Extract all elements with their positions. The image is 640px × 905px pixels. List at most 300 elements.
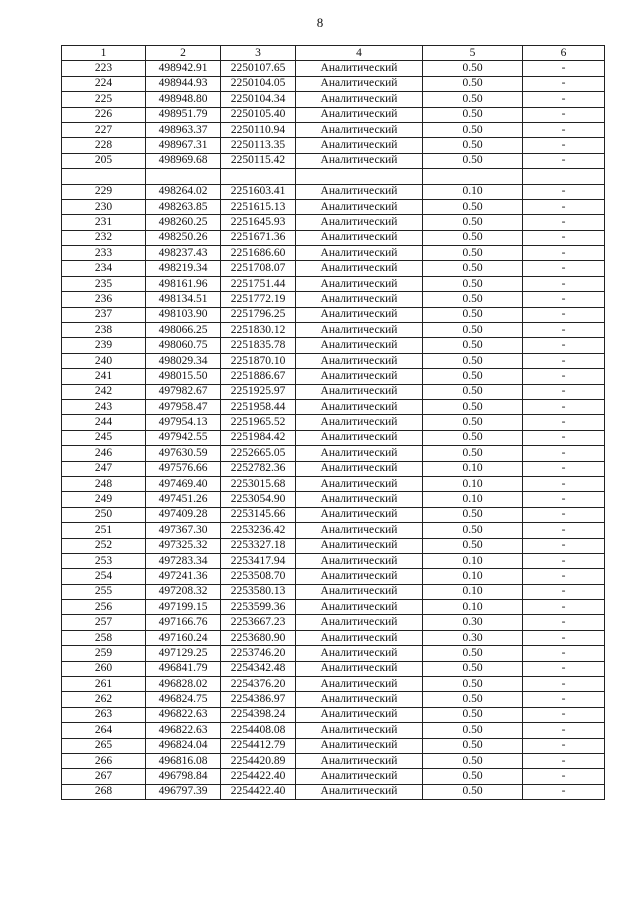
- cell-x-coordinate: 498060.75: [146, 338, 221, 353]
- table-row: [62, 646, 605, 661]
- cell-x-coordinate: 497325.32: [146, 538, 221, 553]
- cell-accuracy: 0.50: [423, 723, 523, 738]
- cell-y-coordinate: 2251984.42: [221, 430, 296, 445]
- cell-y-coordinate: 2254408.08: [221, 723, 296, 738]
- cell-y-coordinate: 2251925.97: [221, 384, 296, 399]
- table-row: [62, 615, 605, 630]
- cell-x-coordinate: 498944.93: [146, 76, 221, 91]
- cell-accuracy: 0.10: [423, 492, 523, 507]
- table-row: [62, 461, 605, 476]
- cell-point-number: 256: [62, 600, 146, 615]
- cell-method: Аналитический: [296, 61, 423, 76]
- cell-method: Аналитический: [296, 138, 423, 153]
- cell-point-number: 224: [62, 76, 146, 91]
- cell-accuracy: 0.50: [423, 261, 523, 276]
- cell-y-coordinate: 2253417.94: [221, 553, 296, 568]
- cell-accuracy: 0.10: [423, 461, 523, 476]
- cell-point-number: 247: [62, 461, 146, 476]
- cell-method: Аналитический: [296, 707, 423, 722]
- cell-y-coordinate: [221, 169, 296, 184]
- cell-accuracy: 0.50: [423, 384, 523, 399]
- cell-point-number: 263: [62, 707, 146, 722]
- cell-y-coordinate: 2253580.13: [221, 584, 296, 599]
- cell-y-coordinate: 2251870.10: [221, 353, 296, 368]
- cell-accuracy: 0.50: [423, 677, 523, 692]
- column-header-1: 1: [62, 46, 146, 61]
- cell-y-coordinate: 2250107.65: [221, 61, 296, 76]
- cell-accuracy: 0.10: [423, 553, 523, 568]
- cell-point-number: 258: [62, 630, 146, 645]
- cell-note: -: [523, 184, 605, 199]
- column-header-5: 5: [423, 46, 523, 61]
- cell-point-number: 241: [62, 369, 146, 384]
- cell-accuracy: 0.50: [423, 707, 523, 722]
- cell-x-coordinate: 498969.68: [146, 153, 221, 168]
- page-number: 8: [316, 15, 324, 30]
- cell-y-coordinate: 2251886.67: [221, 369, 296, 384]
- cell-method: Аналитический: [296, 692, 423, 707]
- cell-accuracy: 0.50: [423, 215, 523, 230]
- cell-accuracy: 0.50: [423, 138, 523, 153]
- cell-point-number: 228: [62, 138, 146, 153]
- cell-point-number: 233: [62, 246, 146, 261]
- cell-x-coordinate: 497958.47: [146, 399, 221, 414]
- cell-method: Аналитический: [296, 553, 423, 568]
- cell-note: -: [523, 630, 605, 645]
- cell-note: -: [523, 553, 605, 568]
- cell-method: Аналитический: [296, 492, 423, 507]
- cell-accuracy: 0.50: [423, 61, 523, 76]
- table-row: [62, 184, 605, 199]
- cell-note: -: [523, 384, 605, 399]
- cell-y-coordinate: 2253054.90: [221, 492, 296, 507]
- cell-method: Аналитический: [296, 76, 423, 91]
- cell-x-coordinate: 497576.66: [146, 461, 221, 476]
- cell-point-number: 266: [62, 753, 146, 768]
- cell-method: Аналитический: [296, 122, 423, 137]
- cell-method: Аналитический: [296, 399, 423, 414]
- cell-y-coordinate: 2253327.18: [221, 538, 296, 553]
- cell-accuracy: 0.50: [423, 276, 523, 291]
- table-row: [62, 215, 605, 230]
- table-row: [62, 338, 605, 353]
- cell-method: Аналитический: [296, 569, 423, 584]
- cell-x-coordinate: 497942.55: [146, 430, 221, 445]
- cell-x-coordinate: 497283.34: [146, 553, 221, 568]
- cell-accuracy: 0.50: [423, 692, 523, 707]
- cell-x-coordinate: 497630.59: [146, 446, 221, 461]
- cell-method: Аналитический: [296, 184, 423, 199]
- table-row: [62, 723, 605, 738]
- column-header-2: 2: [146, 46, 221, 61]
- table-row: [62, 261, 605, 276]
- cell-y-coordinate: 2253236.42: [221, 523, 296, 538]
- cell-y-coordinate: 2253746.20: [221, 646, 296, 661]
- cell-x-coordinate: 498263.85: [146, 199, 221, 214]
- cell-note: -: [523, 399, 605, 414]
- cell-x-coordinate: 498161.96: [146, 276, 221, 291]
- table-row: [62, 292, 605, 307]
- cell-note: -: [523, 461, 605, 476]
- cell-note: -: [523, 307, 605, 322]
- cell-note: -: [523, 784, 605, 799]
- cell-note: -: [523, 292, 605, 307]
- column-header-6: 6: [523, 46, 605, 61]
- cell-y-coordinate: 2254342.48: [221, 661, 296, 676]
- table-row: [62, 661, 605, 676]
- cell-point-number: 246: [62, 446, 146, 461]
- cell-method: Аналитический: [296, 461, 423, 476]
- cell-method: Аналитический: [296, 723, 423, 738]
- cell-point-number: 235: [62, 276, 146, 291]
- cell-note: -: [523, 707, 605, 722]
- cell-accuracy: 0.50: [423, 784, 523, 799]
- cell-point-number: 268: [62, 784, 146, 799]
- cell-point-number: 267: [62, 769, 146, 784]
- cell-method: Аналитический: [296, 476, 423, 491]
- table-row: [62, 784, 605, 799]
- cell-accuracy: 0.50: [423, 323, 523, 338]
- table-row: [62, 107, 605, 122]
- table-row: [62, 276, 605, 291]
- cell-y-coordinate: 2250115.42: [221, 153, 296, 168]
- cell-x-coordinate: 498250.26: [146, 230, 221, 245]
- cell-point-number: 259: [62, 646, 146, 661]
- cell-point-number: 234: [62, 261, 146, 276]
- cell-x-coordinate: 496828.02: [146, 677, 221, 692]
- table-row: [62, 199, 605, 214]
- cell-x-coordinate: 496797.39: [146, 784, 221, 799]
- cell-accuracy: 0.50: [423, 646, 523, 661]
- cell-x-coordinate: 498015.50: [146, 369, 221, 384]
- cell-point-number: 255: [62, 584, 146, 599]
- cell-x-coordinate: 498219.34: [146, 261, 221, 276]
- cell-accuracy: 0.50: [423, 446, 523, 461]
- cell-method: Аналитический: [296, 92, 423, 107]
- table-header-row: [62, 46, 605, 61]
- cell-point-number: 265: [62, 738, 146, 753]
- cell-note: -: [523, 246, 605, 261]
- table-row: [62, 769, 605, 784]
- cell-note: -: [523, 523, 605, 538]
- cell-x-coordinate: 498134.51: [146, 292, 221, 307]
- table-row: [62, 138, 605, 153]
- cell-point-number: 227: [62, 122, 146, 137]
- cell-y-coordinate: 2251603.41: [221, 184, 296, 199]
- cell-point-number: 262: [62, 692, 146, 707]
- cell-point-number: 238: [62, 323, 146, 338]
- column-header-3: 3: [221, 46, 296, 61]
- cell-method: Аналитический: [296, 538, 423, 553]
- cell-y-coordinate: 2254422.40: [221, 784, 296, 799]
- cell-method: Аналитический: [296, 353, 423, 368]
- cell-method: Аналитический: [296, 338, 423, 353]
- cell-method: Аналитический: [296, 107, 423, 122]
- cell-y-coordinate: 2253145.66: [221, 507, 296, 522]
- cell-accuracy: 0.50: [423, 430, 523, 445]
- cell-accuracy: 0.50: [423, 92, 523, 107]
- cell-method: Аналитический: [296, 753, 423, 768]
- cell-method: Аналитический: [296, 507, 423, 522]
- cell-x-coordinate: 498951.79: [146, 107, 221, 122]
- cell-accuracy: 0.50: [423, 153, 523, 168]
- table-row: [62, 153, 605, 168]
- cell-point-number: 231: [62, 215, 146, 230]
- cell-y-coordinate: 2254398.24: [221, 707, 296, 722]
- cell-point-number: 260: [62, 661, 146, 676]
- cell-point-number: 248: [62, 476, 146, 491]
- cell-y-coordinate: 2251772.19: [221, 292, 296, 307]
- cell-x-coordinate: 498260.25: [146, 215, 221, 230]
- cell-point-number: 236: [62, 292, 146, 307]
- cell-note: -: [523, 76, 605, 91]
- cell-point-number: 252: [62, 538, 146, 553]
- cell-x-coordinate: 496816.08: [146, 753, 221, 768]
- cell-note: -: [523, 646, 605, 661]
- coordinates-table: [61, 45, 605, 800]
- cell-note: -: [523, 600, 605, 615]
- cell-note: -: [523, 122, 605, 137]
- table-row: [62, 553, 605, 568]
- cell-accuracy: 0.30: [423, 630, 523, 645]
- table-row: [62, 307, 605, 322]
- cell-x-coordinate: 497451.26: [146, 492, 221, 507]
- cell-x-coordinate: 496822.63: [146, 707, 221, 722]
- cell-method: Аналитический: [296, 384, 423, 399]
- cell-accuracy: 0.50: [423, 369, 523, 384]
- cell-note: -: [523, 107, 605, 122]
- cell-accuracy: 0.50: [423, 769, 523, 784]
- column-header-4: 4: [296, 46, 423, 61]
- table-row: [62, 738, 605, 753]
- cell-x-coordinate: 496822.63: [146, 723, 221, 738]
- cell-accuracy: 0.10: [423, 584, 523, 599]
- cell-note: -: [523, 661, 605, 676]
- table-row: [62, 600, 605, 615]
- cell-note: -: [523, 92, 605, 107]
- cell-method: Аналитический: [296, 261, 423, 276]
- table-body: [62, 61, 605, 800]
- cell-y-coordinate: 2251965.52: [221, 415, 296, 430]
- cell-x-coordinate: 497160.24: [146, 630, 221, 645]
- cell-point-number: 249: [62, 492, 146, 507]
- cell-note: -: [523, 153, 605, 168]
- cell-y-coordinate: 2253680.90: [221, 630, 296, 645]
- cell-point-number: 225: [62, 92, 146, 107]
- cell-point-number: 261: [62, 677, 146, 692]
- cell-y-coordinate: 2253508.70: [221, 569, 296, 584]
- table-row: [62, 430, 605, 445]
- cell-note: -: [523, 61, 605, 76]
- cell-point-number: 253: [62, 553, 146, 568]
- cell-point-number: 245: [62, 430, 146, 445]
- cell-note: -: [523, 769, 605, 784]
- cell-method: Аналитический: [296, 615, 423, 630]
- cell-y-coordinate: 2251796.25: [221, 307, 296, 322]
- cell-accuracy: 0.50: [423, 338, 523, 353]
- cell-point-number: 223: [62, 61, 146, 76]
- cell-x-coordinate: 496824.75: [146, 692, 221, 707]
- cell-method: Аналитический: [296, 661, 423, 676]
- table-row: [62, 538, 605, 553]
- table-row: [62, 61, 605, 76]
- table-row: [62, 707, 605, 722]
- cell-accuracy: 0.50: [423, 753, 523, 768]
- cell-method: Аналитический: [296, 292, 423, 307]
- cell-point-number: 251: [62, 523, 146, 538]
- cell-x-coordinate: 498963.37: [146, 122, 221, 137]
- cell-x-coordinate: 498942.91: [146, 61, 221, 76]
- cell-x-coordinate: 497982.67: [146, 384, 221, 399]
- cell-accuracy: 0.30: [423, 615, 523, 630]
- cell-y-coordinate: 2251708.07: [221, 261, 296, 276]
- cell-note: -: [523, 692, 605, 707]
- cell-y-coordinate: 2253599.36: [221, 600, 296, 615]
- cell-note: -: [523, 276, 605, 291]
- table-row: [62, 677, 605, 692]
- cell-point-number: 230: [62, 199, 146, 214]
- cell-point-number: 237: [62, 307, 146, 322]
- cell-point-number: 205: [62, 153, 146, 168]
- cell-note: -: [523, 569, 605, 584]
- cell-accuracy: 0.50: [423, 661, 523, 676]
- cell-method: Аналитический: [296, 199, 423, 214]
- cell-method: Аналитический: [296, 677, 423, 692]
- cell-y-coordinate: 2250104.34: [221, 92, 296, 107]
- cell-accuracy: 0.50: [423, 523, 523, 538]
- cell-y-coordinate: 2251835.78: [221, 338, 296, 353]
- cell-x-coordinate: 498264.02: [146, 184, 221, 199]
- table-row: [62, 92, 605, 107]
- cell-accuracy: 0.50: [423, 246, 523, 261]
- cell-method: Аналитический: [296, 769, 423, 784]
- cell-y-coordinate: 2254376.20: [221, 677, 296, 692]
- cell-method: Аналитический: [296, 646, 423, 661]
- cell-note: -: [523, 753, 605, 768]
- table-row: [62, 584, 605, 599]
- table-row: [62, 569, 605, 584]
- cell-accuracy: 0.10: [423, 569, 523, 584]
- cell-accuracy: 0.50: [423, 399, 523, 414]
- cell-accuracy: 0.50: [423, 199, 523, 214]
- cell-y-coordinate: 2250113.35: [221, 138, 296, 153]
- cell-accuracy: 0.50: [423, 507, 523, 522]
- cell-accuracy: 0.50: [423, 292, 523, 307]
- cell-x-coordinate: 498066.25: [146, 323, 221, 338]
- table-row: [62, 492, 605, 507]
- cell-accuracy: [423, 169, 523, 184]
- table-row: [62, 415, 605, 430]
- table-row: [62, 476, 605, 491]
- cell-accuracy: 0.50: [423, 230, 523, 245]
- cell-note: -: [523, 446, 605, 461]
- cell-y-coordinate: 2254412.79: [221, 738, 296, 753]
- cell-point-number: 244: [62, 415, 146, 430]
- cell-note: -: [523, 677, 605, 692]
- cell-y-coordinate: 2253015.68: [221, 476, 296, 491]
- table-row: [62, 523, 605, 538]
- cell-y-coordinate: 2252782.36: [221, 461, 296, 476]
- cell-point-number: 232: [62, 230, 146, 245]
- cell-accuracy: 0.50: [423, 122, 523, 137]
- table-row: [62, 384, 605, 399]
- table-row: [62, 692, 605, 707]
- cell-method: Аналитический: [296, 369, 423, 384]
- table-row: [62, 399, 605, 414]
- cell-method: Аналитический: [296, 523, 423, 538]
- cell-accuracy: 0.50: [423, 415, 523, 430]
- cell-point-number: 226: [62, 107, 146, 122]
- cell-method: Аналитический: [296, 784, 423, 799]
- cell-note: -: [523, 492, 605, 507]
- cell-method: Аналитический: [296, 215, 423, 230]
- cell-y-coordinate: 2252665.05: [221, 446, 296, 461]
- cell-accuracy: 0.50: [423, 76, 523, 91]
- cell-note: -: [523, 584, 605, 599]
- table-row: [62, 753, 605, 768]
- cell-note: -: [523, 369, 605, 384]
- cell-point-number: 240: [62, 353, 146, 368]
- cell-method: Аналитический: [296, 246, 423, 261]
- cell-x-coordinate: 498948.80: [146, 92, 221, 107]
- cell-method: Аналитический: [296, 415, 423, 430]
- cell-note: -: [523, 538, 605, 553]
- cell-note: -: [523, 430, 605, 445]
- cell-y-coordinate: 2251958.44: [221, 399, 296, 414]
- cell-point-number: [62, 169, 146, 184]
- cell-note: -: [523, 476, 605, 491]
- cell-x-coordinate: 498237.43: [146, 246, 221, 261]
- cell-x-coordinate: 497469.40: [146, 476, 221, 491]
- cell-x-coordinate: 497166.76: [146, 615, 221, 630]
- cell-x-coordinate: 497129.25: [146, 646, 221, 661]
- cell-accuracy: 0.50: [423, 738, 523, 753]
- table-row: [62, 122, 605, 137]
- cell-accuracy: 0.50: [423, 538, 523, 553]
- cell-method: Аналитический: [296, 630, 423, 645]
- table-row: [62, 507, 605, 522]
- cell-y-coordinate: 2254386.97: [221, 692, 296, 707]
- cell-x-coordinate: 496841.79: [146, 661, 221, 676]
- cell-note: -: [523, 723, 605, 738]
- cell-point-number: 239: [62, 338, 146, 353]
- cell-note: [523, 169, 605, 184]
- cell-note: -: [523, 338, 605, 353]
- cell-note: -: [523, 261, 605, 276]
- cell-x-coordinate: 496824.04: [146, 738, 221, 753]
- cell-method: Аналитический: [296, 276, 423, 291]
- cell-y-coordinate: 2254420.89: [221, 753, 296, 768]
- cell-method: Аналитический: [296, 600, 423, 615]
- cell-point-number: 229: [62, 184, 146, 199]
- cell-y-coordinate: 2251671.36: [221, 230, 296, 245]
- cell-note: -: [523, 230, 605, 245]
- cell-y-coordinate: 2250104.05: [221, 76, 296, 91]
- table-row: [62, 630, 605, 645]
- cell-point-number: 250: [62, 507, 146, 522]
- cell-x-coordinate: 497208.32: [146, 584, 221, 599]
- cell-y-coordinate: 2251830.12: [221, 323, 296, 338]
- table-row: [62, 353, 605, 368]
- cell-y-coordinate: 2251751.44: [221, 276, 296, 291]
- cell-accuracy: 0.50: [423, 353, 523, 368]
- table-row: [62, 169, 605, 184]
- cell-x-coordinate: 497954.13: [146, 415, 221, 430]
- table-row: [62, 230, 605, 245]
- cell-note: -: [523, 738, 605, 753]
- cell-note: -: [523, 138, 605, 153]
- cell-note: -: [523, 323, 605, 338]
